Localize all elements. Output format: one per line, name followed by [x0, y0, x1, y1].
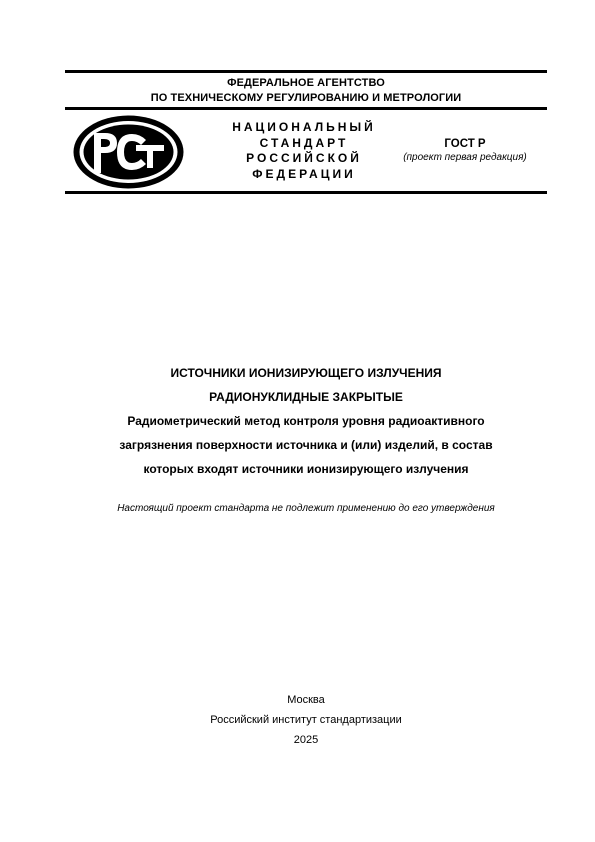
year: 2025 [293, 734, 319, 746]
rst-logo [72, 114, 185, 190]
national-standard-line: НАЦИОНАЛЬНЫЙ [232, 120, 376, 134]
gost-designation [390, 137, 540, 164]
title-line: ИСТОЧНИКИ ИОНИЗИРУЮЩЕГО ИЗЛУЧЕНИЯ [170, 366, 442, 380]
city: Москва [287, 694, 325, 706]
title-line: Радиометрический метод контроля уровня радиоактивного [127, 414, 485, 428]
publication-info [65, 690, 547, 750]
agency-line-2: ПО ТЕХНИЧЕСКОМУ РЕГУЛИРОВАНИЮ И МЕТРОЛОГИИ [150, 92, 462, 104]
gost-label: ГОСТ Р [444, 138, 486, 150]
document-title [65, 361, 547, 481]
national-standard-line: ФЕДЕРАЦИИ [252, 166, 356, 181]
title-line: РАДИОНУКЛИДНЫЕ ЗАКРЫТЫЕ [209, 390, 403, 404]
agency-name [65, 76, 547, 106]
draft-notice: Настоящий проект стандарта не подлежит применению до его утверждения [117, 503, 495, 514]
national-standard-line: РОССИЙСКОЙ [246, 151, 362, 165]
agency-rule [65, 107, 547, 110]
top-rule [65, 70, 547, 73]
national-standard-line: СТАНДАРТ [259, 135, 349, 150]
agency-line-1: ФЕДЕРАЛЬНОЕ АГЕНТСТВО [227, 77, 385, 89]
draft-note: (проект первая редакция) [403, 152, 527, 163]
publisher: Российский институт стандартизации [210, 714, 402, 726]
title-line: которых входят источники ионизирующего излучения [143, 462, 469, 476]
title-line: загрязнения поверхности источника и (или) изделий, в состав [119, 438, 493, 452]
header-bottom-rule [65, 191, 547, 194]
national-standard-label [216, 120, 392, 182]
